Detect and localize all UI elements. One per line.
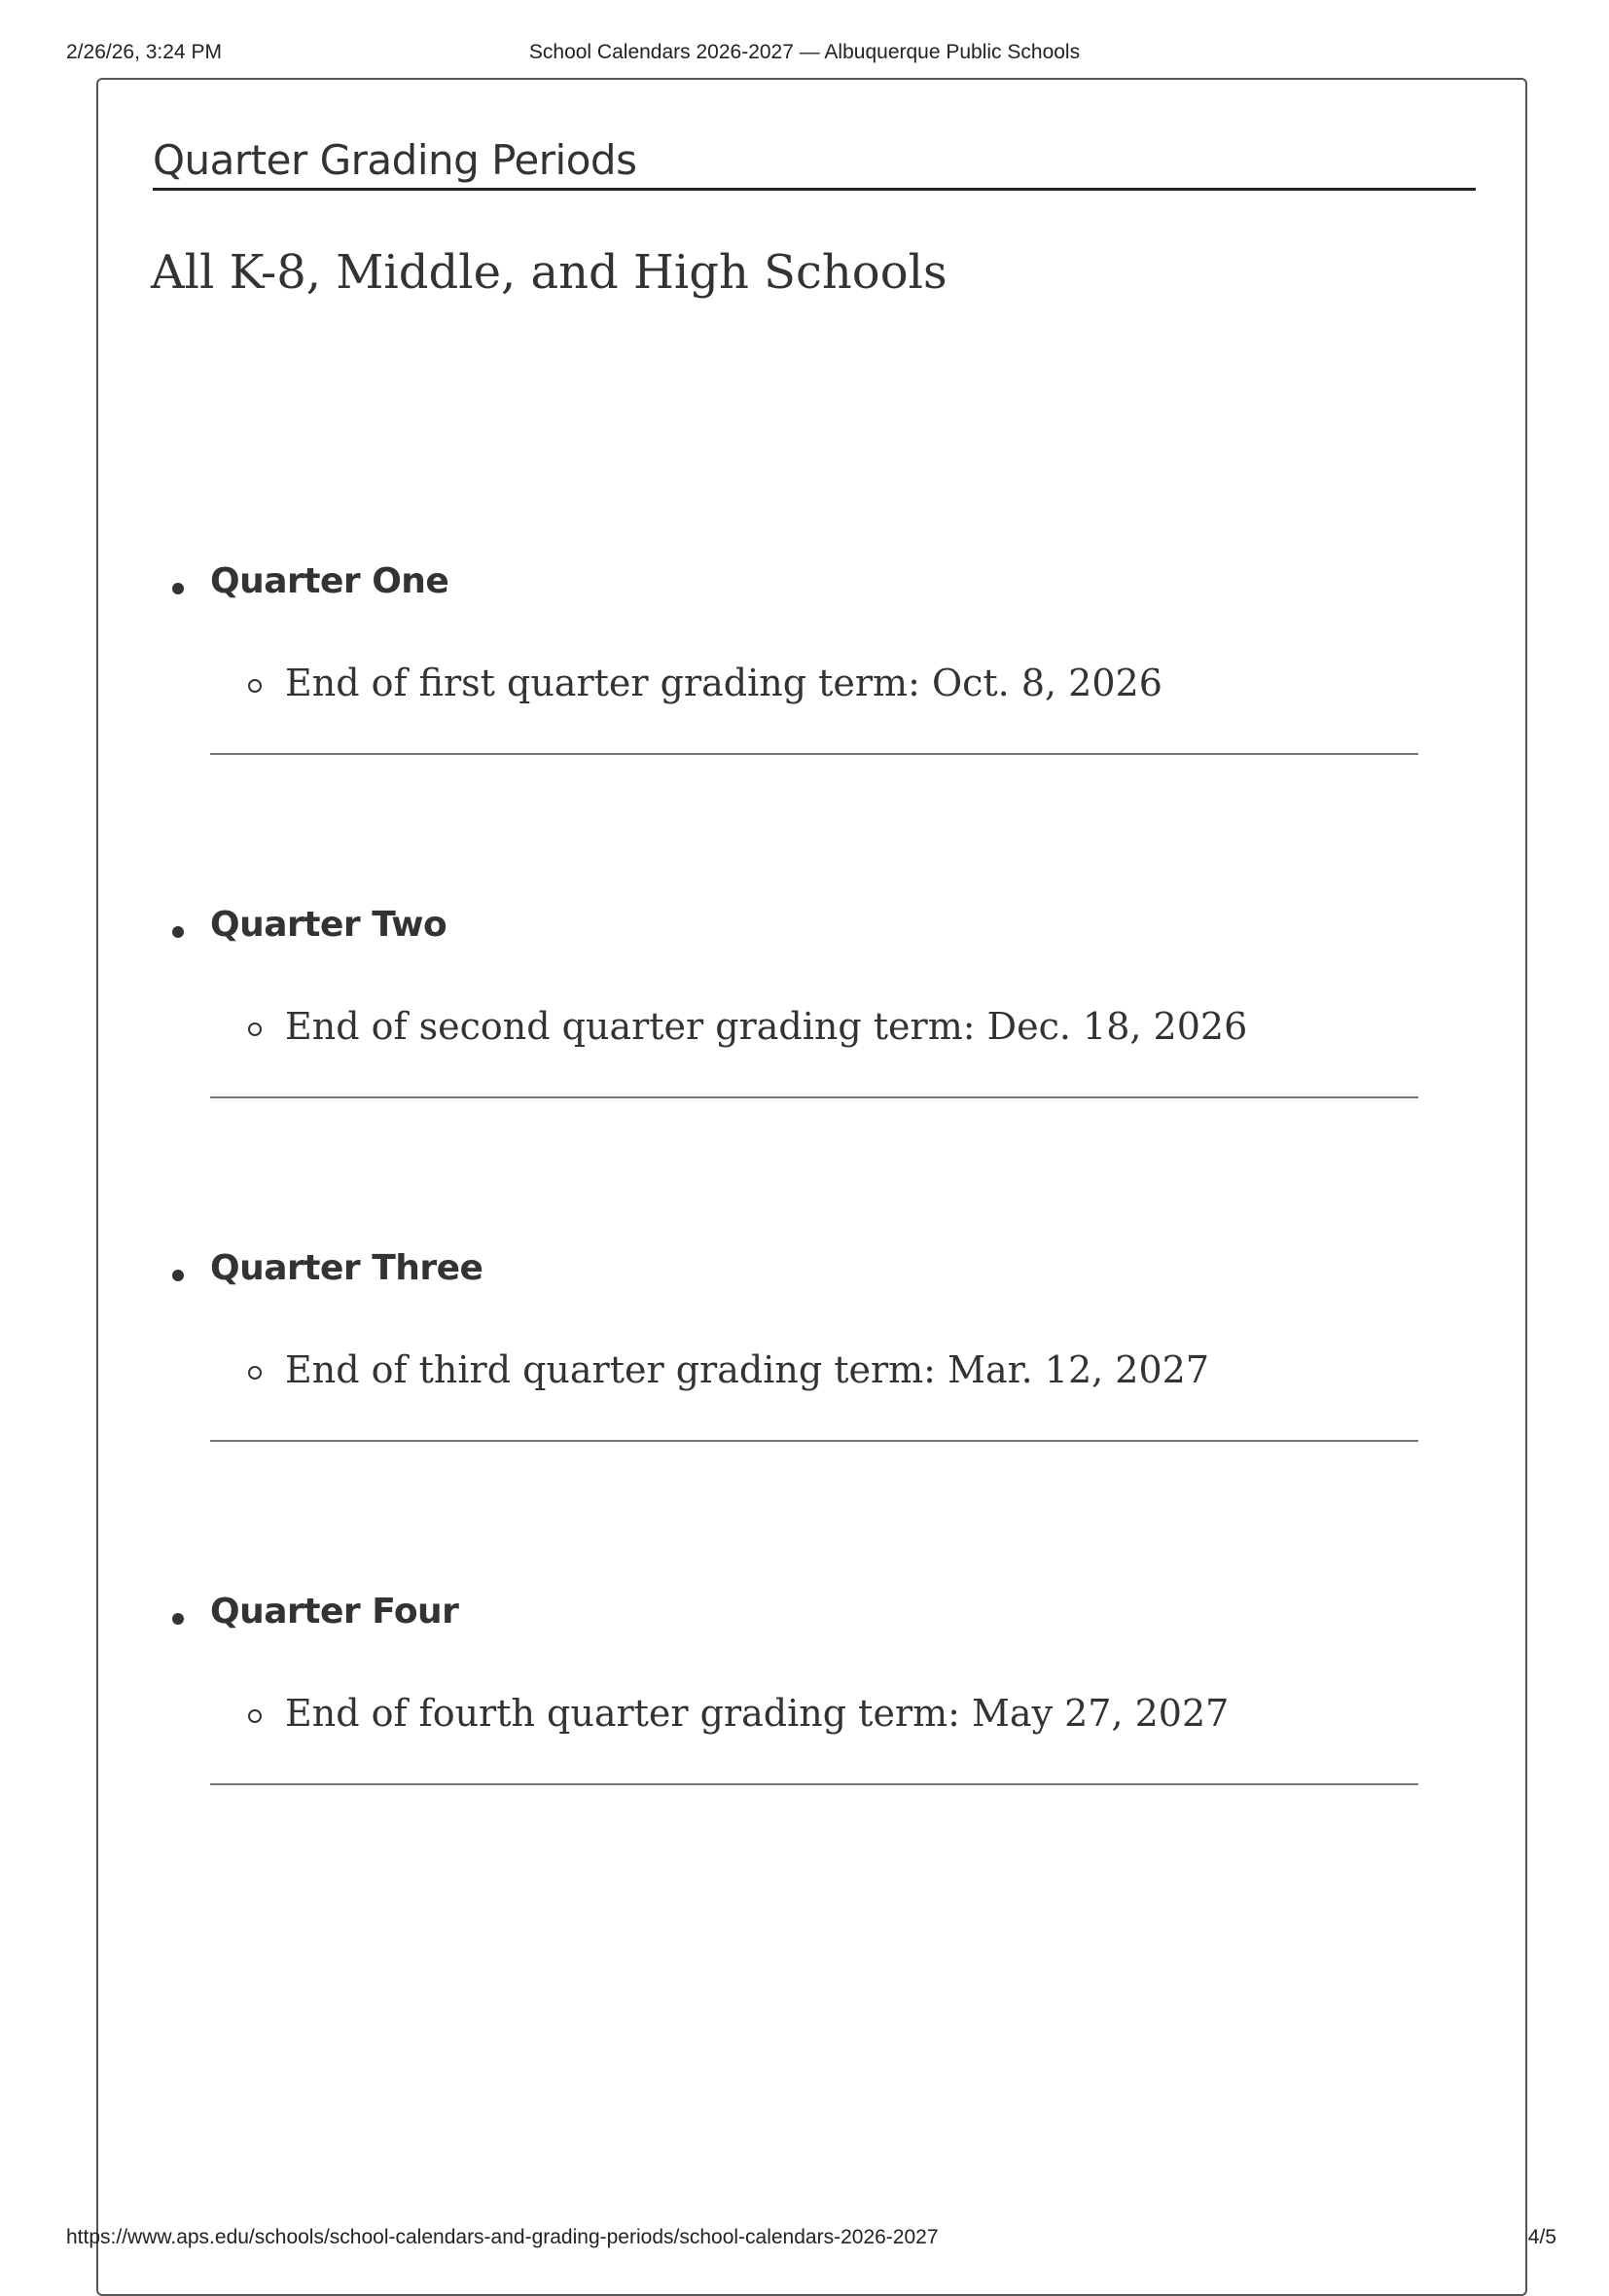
bullet-disc-icon <box>172 926 184 938</box>
divider <box>210 1783 1418 1785</box>
quarter-item <box>153 1592 1417 1935</box>
quarter-title: Quarter Four <box>210 1592 459 1632</box>
bullet-circle-icon <box>248 1709 262 1723</box>
schools-subheading: All K-8, Middle, and High Schools <box>151 245 948 300</box>
print-footer-url: https://www.aps.edu/schools/school-calendars-and-grading-periods/school-calendars-2026-2027 <box>66 2226 939 2248</box>
bullet-disc-icon <box>172 1613 184 1625</box>
quarter-title: Quarter One <box>210 561 449 601</box>
quarter-item <box>153 561 1417 905</box>
bullet-disc-icon <box>172 1270 184 1281</box>
content-card <box>96 78 1527 2296</box>
bullet-circle-icon <box>248 1022 262 1036</box>
divider <box>210 1440 1418 1442</box>
quarter-end-date: End of first quarter grading term: Oct. 8, 2026 <box>285 662 1162 704</box>
bullet-disc-icon <box>172 583 184 594</box>
quarter-end-date: End of fourth quarter grading term: May 27, 2027 <box>285 1692 1230 1735</box>
page-number: 4/5 <box>1527 2226 1556 2248</box>
quarter-title: Quarter Two <box>210 905 447 945</box>
quarter-end-date: End of second quarter grading term: Dec. 18, 2026 <box>285 1005 1248 1048</box>
quarter-item <box>153 905 1417 1248</box>
print-datetime: 2/26/26, 3:24 PM <box>66 41 222 63</box>
print-page-title: School Calendars 2026-2027 — Albuquerque Public Schools <box>528 41 1081 63</box>
divider <box>210 1096 1418 1098</box>
bullet-circle-icon <box>248 679 262 693</box>
bullet-circle-icon <box>248 1366 262 1380</box>
quarter-title: Quarter Three <box>210 1248 483 1288</box>
quarter-item <box>153 1248 1417 1592</box>
section-heading: Quarter Grading Periods <box>153 136 1476 191</box>
quarter-list <box>153 561 1417 1935</box>
quarter-end-date: End of third quarter grading term: Mar. 12, 2027 <box>285 1348 1209 1391</box>
divider <box>210 753 1418 755</box>
